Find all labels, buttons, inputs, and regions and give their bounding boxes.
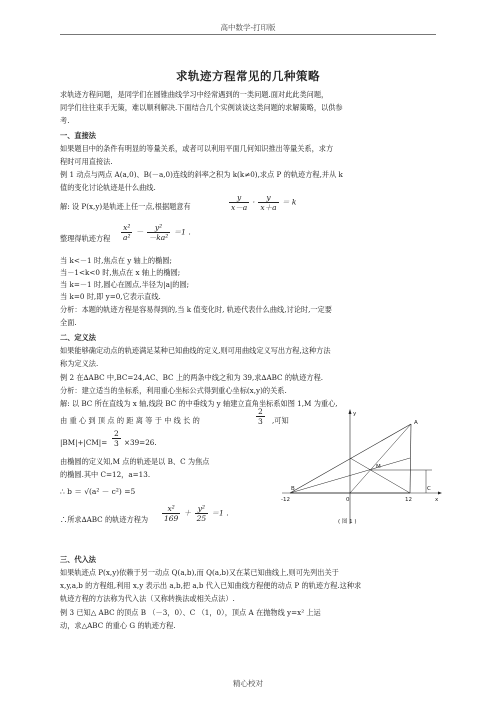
result-prefix: ∴所求∆ABC 的轨迹方程为 <box>60 515 149 524</box>
fig-label-M: M <box>376 464 381 470</box>
analysis-1-line-1: 分析：本题的轨迹方程是容易得到的,当 k 值变化时, 轨迹代表什么曲线,讨论时,一定要 <box>60 305 332 314</box>
analysis-1-line-2: 全面. <box>60 318 77 327</box>
intro-line-2: 同学们往往束手无策，难以顺利解决.下面结合几个实例谈谈这类问题的求解策略，以供参 <box>60 103 343 112</box>
example-2: 例 2 在∆ABC 中,BC=24,AC、BC 上的两条中线之和为 39,求∆ABC 的轨迹方程. <box>60 373 324 382</box>
eq1-dot: · <box>252 197 255 207</box>
equation-slope-product <box>228 193 296 212</box>
res-denominator-1: 169 <box>164 514 179 523</box>
analysis-2: 分析：建立适当的坐标系，利用重心坐标公式得到重心坐标(x,y)的关系. <box>60 386 287 395</box>
section-3-heading: 三、代入法 <box>60 555 96 564</box>
sec3-para-line-2: x,y,a,b 的方程组,利用 x,y 表示出 a,b,把 a,b 代入已知曲线方程便的动点 P 的轨迹方程.这种求 <box>60 581 362 590</box>
sec3-para-line-1: 如果轨迹点 P(x,y)依赖于另一动点 Q(a,b),而 Q(a,b)又在某已知曲线上,则可先列出关于 <box>60 568 339 577</box>
example-3-line-2: 动，求△ABC 的重心 G 的轨迹方程. <box>60 621 176 630</box>
eq2-rhs: ＝1 . <box>173 227 191 237</box>
eq1-denominator-1: x－a <box>231 203 248 212</box>
solution-2-line-1: 解: 以 BC 所在直线为 x 轴,线段 BC 的中垂线为 y 轴建立直角坐标系如图 1,M 为重心, <box>60 399 338 408</box>
solution-1-prefix: 解: 设 P(x,y)是轨迹上任一点,根据题意有 <box>60 202 191 211</box>
section-1-heading: 一、直接法 <box>60 131 96 140</box>
frac-numerator: 2 <box>258 407 263 416</box>
solution-2-line-2-tail: ,可知 <box>272 416 289 425</box>
header-rule <box>60 34 436 35</box>
line-A-C <box>410 424 411 493</box>
eq1-numerator-1: y <box>229 193 249 203</box>
equation-trajectory-1 <box>120 223 191 242</box>
res-numerator-2: y² <box>195 504 209 514</box>
eq2-numerator-2: y² <box>147 223 171 233</box>
res-rhs: ＝1 . <box>211 508 229 518</box>
eq2-minus: － <box>135 227 144 237</box>
eq2-numerator-1: x² <box>121 223 132 233</box>
intro-line-1: 求轨迹方程问题，是同学们在圆锥曲线学习中经常遇到的一类问题.面对此此类问题， <box>60 90 329 99</box>
eq1-rhs: ＝ k <box>281 197 297 207</box>
example-3-line-1: 例 3 已知△ ABC 的顶点 B （－3，0）、C （1，0），顶点 A 在抛物线 y=x² 上运 <box>60 608 321 617</box>
res-numerator-1: x² <box>162 504 180 514</box>
sec2-para-line-1: 如果能够确定动点的轨迹满足某种已知曲线的定义,则可用曲线定义写出方程,这种方法 <box>60 346 331 355</box>
fig-tick-12: 12 <box>405 497 412 503</box>
sec2-para-line-2: 称为定义法. <box>60 359 99 368</box>
frac2-numerator: 2 <box>114 429 119 438</box>
eq1-denominator-2: x＋a <box>260 203 277 212</box>
eq1-numerator-2: y <box>258 193 278 203</box>
res-denominator-2: 25 <box>196 514 207 523</box>
case-4: 当 k=0 时,即 y=0,它表示直线. <box>60 292 161 301</box>
case-2: 当－1<k<0 时,焦点在 x 轴上的椭圆; <box>60 268 181 277</box>
page-header: 高中数学-打印版 <box>220 23 276 32</box>
eq2-denominator-2: －ka² <box>148 233 169 242</box>
equation-result-2 <box>161 504 229 523</box>
fig-x-label: x <box>435 497 439 503</box>
sec1-para-line-1: 如果题目中的条件有明显的等量关系，或者可以利用平面几何知识推出等量关系，求方 <box>60 144 334 153</box>
case-1: 当 k<－1 时,焦点在 y 轴上的椭圆; <box>60 256 172 265</box>
page-footer: 精心校对 <box>233 679 263 688</box>
example-1-line-2: 值的变化讨论轨迹是什么曲线. <box>60 183 156 192</box>
fig-tick-neg12: -12 <box>281 497 290 503</box>
sec3-para-line-3: 轨迹方程的方法称为代入法（又称转换法或相关点法）. <box>60 594 235 603</box>
fig-label-A: A <box>414 420 418 426</box>
bm-cm-tail: ×39=26. <box>124 438 157 447</box>
section-2-heading: 二、定义法 <box>60 333 96 342</box>
eq2-prefix: 整理得轨迹方程 <box>60 234 111 243</box>
page-title: 求轨迹方程常见的几种策略 <box>176 69 320 83</box>
frac-denominator: 3 <box>258 417 263 426</box>
fig-label-B: B <box>291 486 295 492</box>
fraction-two-thirds <box>255 407 266 426</box>
ellipse-line-2: 的椭圆.其中 C=12，a=13. <box>60 470 151 479</box>
fig-label-C: C <box>427 486 431 492</box>
eq2-denominator-1: a² <box>123 233 131 242</box>
res-plus: ＋ <box>183 508 192 518</box>
case-3: 当 k=－1 时,圆心在圆点,半径为|a|的圆; <box>60 280 190 289</box>
intro-line-3: 考. <box>60 116 70 125</box>
frac2-denominator: 3 <box>114 439 119 448</box>
example-1-line-1: 例 1 动点与两点 A(a,0)、B(－a,0)连线的斜率之积为 k(k≠0),求点 P 的轨迹方程,并从 k <box>60 170 343 179</box>
b-equation: ∴ b ＝ √(a² － c²) =5 <box>60 487 136 496</box>
fraction-two-thirds-2 <box>111 429 122 448</box>
figure-1-triangle <box>278 406 443 531</box>
fig-y-label: y <box>353 411 357 417</box>
bm-cm-prefix: |BM|+|CM|= <box>60 438 108 447</box>
sec1-para-line-2: 程时可用直接法. <box>60 157 113 166</box>
x-axis-arrow <box>438 492 442 495</box>
ellipse-line-1: 由椭圆的定义知,M 点的轨迹是以 B、C 为焦点 <box>60 457 210 466</box>
y-axis-arrow <box>349 409 352 414</box>
fig-label-O: 0 <box>346 497 350 503</box>
solution-2-line-2: 由 重 心 到 顶 点 的 距 离 等 于 中 线 长 的 <box>60 416 200 425</box>
figure-caption: ( 图 1 ) <box>338 519 357 525</box>
median-A <box>350 424 411 493</box>
